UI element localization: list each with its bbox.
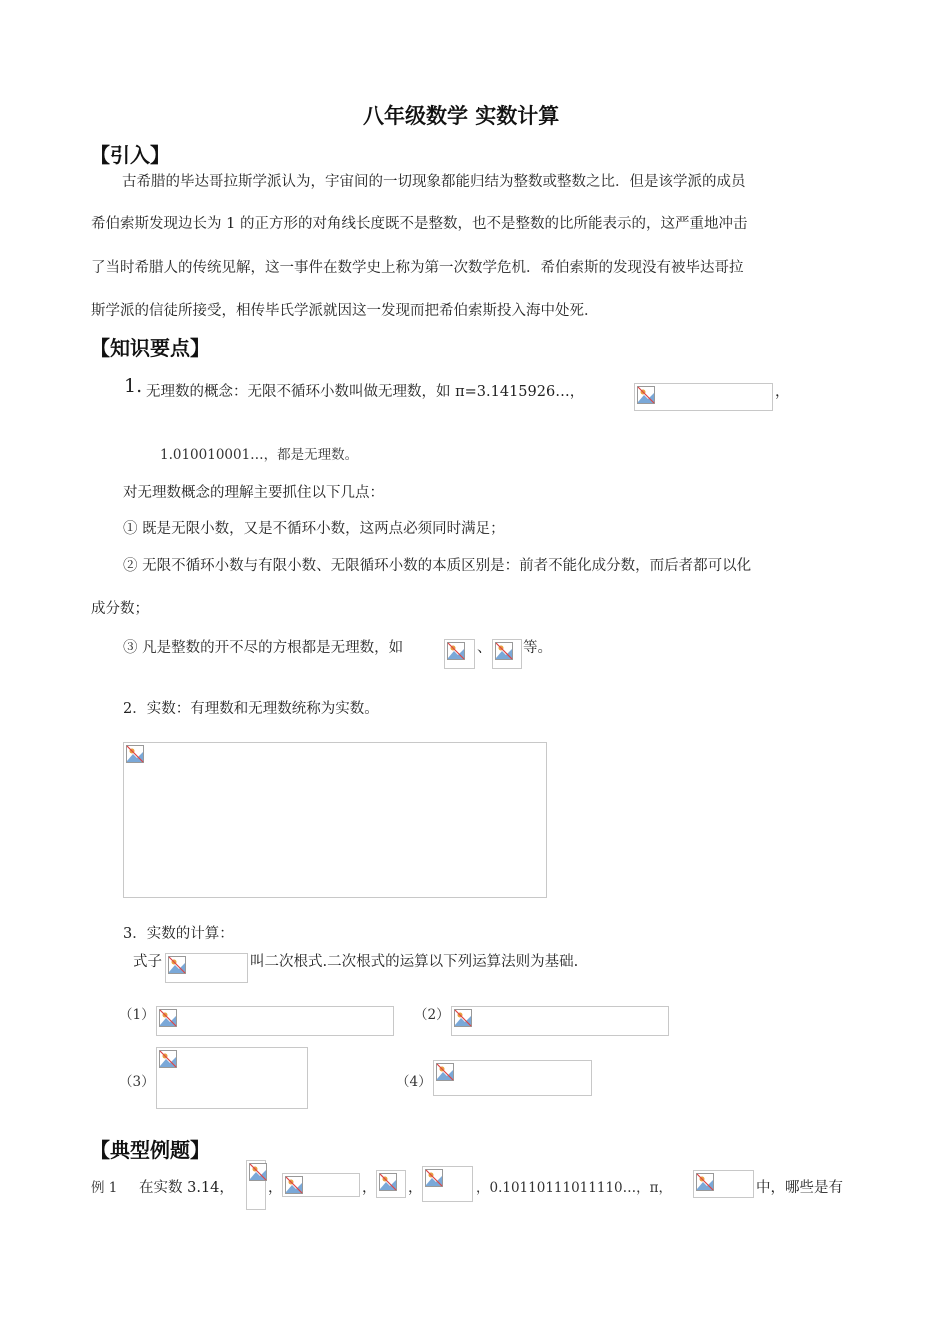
example-1-comma-3: ， — [408, 1180, 423, 1196]
point-2: ② 无限不循环小数与有限小数、无限循环小数的本质区别是：前者不能化成分数，而后者都可以化 — [123, 558, 752, 574]
formula-image-rule-4 — [433, 1060, 592, 1096]
point-3: ③ 凡是整数的开不尽的方根都是无理数，如 — [123, 640, 404, 656]
point-1: ① 既是无限小数，又是不循环小数，这两点必须同时满足； — [123, 521, 505, 537]
broken-image-icon — [436, 1063, 454, 1081]
formula-image-ex-3 — [376, 1170, 406, 1198]
formula-image-rule-1 — [156, 1006, 394, 1036]
item1-text: 无理数的概念：无限不循环小数叫做无理数，如 π=3.1415926…， — [146, 384, 585, 400]
formula-image-ex-1 — [246, 1160, 266, 1210]
item1-number: 1. — [124, 375, 143, 397]
item3-calculation: 3．实数的计算： — [123, 926, 234, 942]
broken-image-icon — [495, 642, 513, 660]
point-3-end: 等。 — [523, 640, 552, 656]
intro-line-3: 了当时希腊人的传统见解，这一事件在数学史上称为第一次数学危机．希伯索斯的发现没有被毕达哥拉 — [91, 260, 744, 276]
formula-image-sqrt-example — [634, 383, 773, 411]
example-1-label: 例 1 — [91, 1180, 118, 1196]
formula-image-rule-3 — [156, 1047, 308, 1109]
rule-1-label: （1） — [119, 1007, 155, 1023]
example-1-middle: ，0.10110111011110…，π， — [476, 1180, 673, 1196]
formula-image-ex-4 — [422, 1166, 473, 1202]
example-1-prefix: 在实数 3.14， — [139, 1180, 234, 1196]
rule-2-label: （2） — [414, 1007, 450, 1023]
broken-image-icon — [454, 1009, 472, 1027]
broken-image-icon — [447, 642, 465, 660]
item1-comma: ， — [775, 384, 790, 400]
point-2-continuation: 成分数； — [91, 601, 149, 617]
item2-real-numbers: 2．实数：有理数和无理数统称为实数。 — [123, 701, 379, 717]
point-3-separator: 、 — [477, 640, 492, 656]
intro-line-4: 斯学派的信徒所接受，相传毕氏学派就因这一发现而把希伯索斯投入海中处死． — [91, 303, 599, 319]
example-1-comma-2: ， — [362, 1180, 377, 1196]
rule-4-label: （4） — [396, 1074, 432, 1090]
examples-heading: 【典型例题】 — [90, 1138, 210, 1162]
broken-image-icon — [168, 956, 186, 974]
broken-image-icon — [159, 1009, 177, 1027]
broken-image-icon — [249, 1163, 267, 1181]
broken-image-icon — [696, 1173, 714, 1191]
item1-continuation: 1.010010001…，都是无理数。 — [160, 447, 359, 463]
broken-image-icon — [425, 1169, 443, 1187]
radical-prefix: 式子 — [133, 954, 162, 970]
example-1-comma-1: ， — [268, 1180, 283, 1196]
formula-image-root-a — [444, 639, 475, 669]
broken-image-icon — [637, 386, 655, 404]
broken-image-icon — [379, 1173, 397, 1191]
formula-image-ex-5 — [693, 1170, 754, 1198]
rule-3-label: （3） — [119, 1074, 155, 1090]
radical-description: 叫二次根式.二次根式的运算以下列运算法则为基础. — [250, 954, 579, 970]
knowledge-heading: 【知识要点】 — [90, 336, 210, 360]
page-title: 八年级数学 实数计算 — [363, 104, 560, 128]
real-number-classification-image — [123, 742, 547, 898]
understand-line: 对无理数概念的理解主要抓住以下几点： — [123, 485, 384, 501]
intro-heading: 【引入】 — [90, 143, 170, 167]
formula-image-rule-2 — [451, 1006, 669, 1036]
broken-image-icon — [159, 1050, 177, 1068]
intro-line-2: 希伯索斯发现边长为 1 的正方形的对角线长度既不是整数，也不是整数的比所能表示的，这严重地冲击 — [91, 216, 748, 232]
formula-image-radical — [165, 953, 248, 983]
formula-image-ex-2 — [282, 1173, 360, 1197]
formula-image-root-b — [492, 639, 522, 669]
broken-image-icon — [285, 1176, 303, 1194]
intro-line-1: 古希腊的毕达哥拉斯学派认为，宇宙间的一切现象都能归结为整数或整数之比．但是该学派的成员 — [122, 174, 746, 190]
example-1-end: 中，哪些是有 — [756, 1180, 843, 1196]
broken-image-icon — [126, 745, 144, 763]
